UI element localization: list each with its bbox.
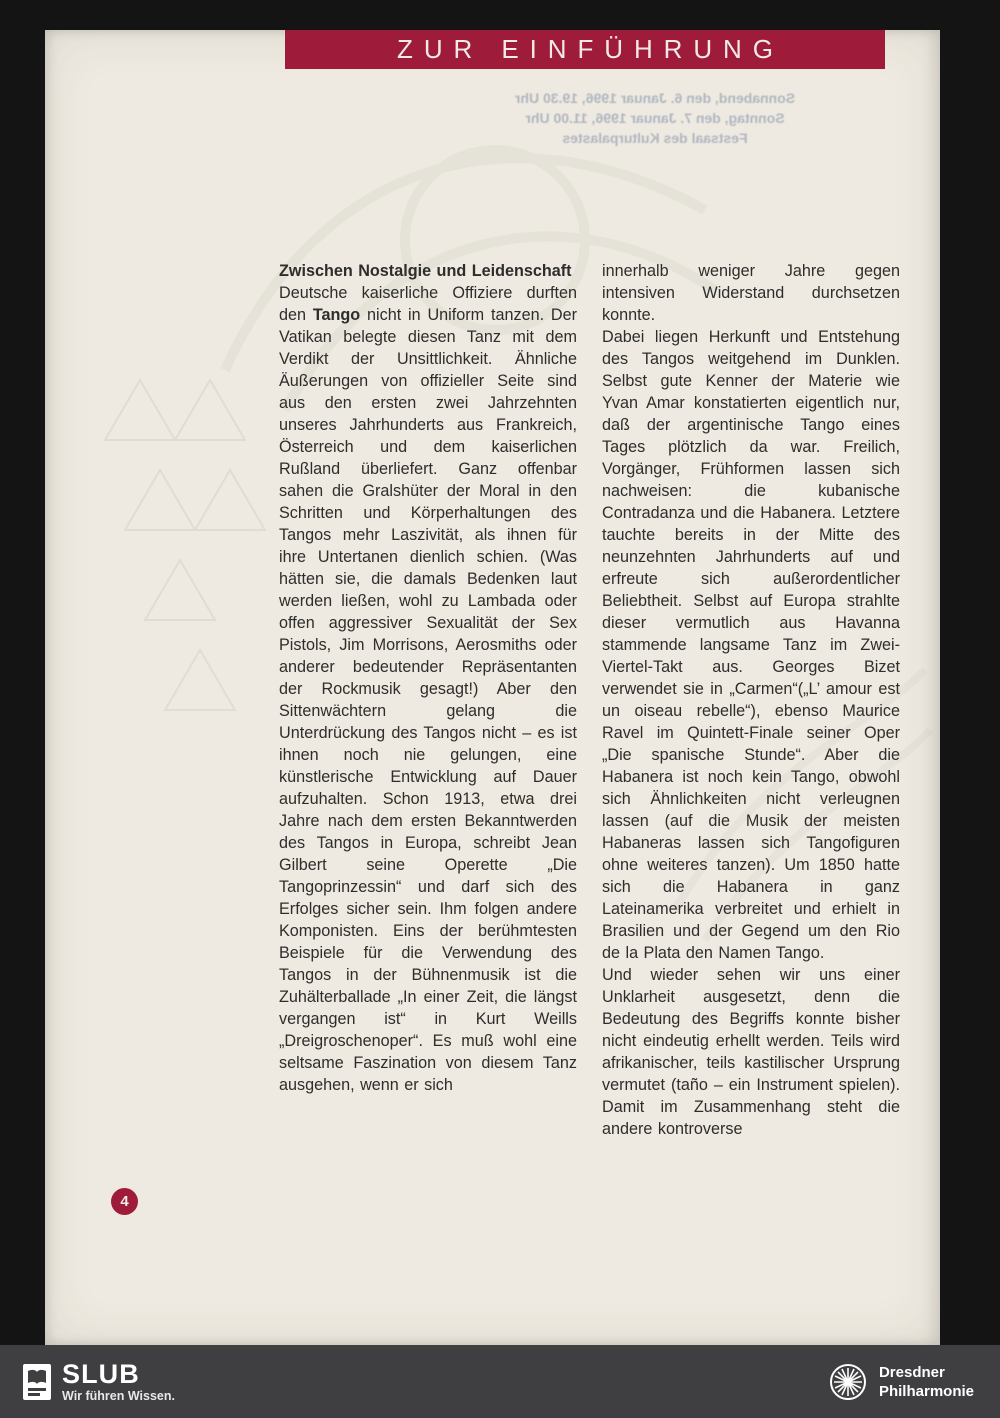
document-page [45,30,940,1345]
slub-wordmark: SLUB [62,1358,140,1389]
bleed-through-line: Sonnabend, den 6. Januar 1996, 19.30 Uhr [514,90,796,106]
publisher-name [879,1363,974,1401]
article-paragraph [279,282,577,1096]
triangle-watermark-ornament [65,360,305,780]
publisher-name-line2: Philharmonie [878,1382,974,1400]
bold-term-tango: Tango [312,306,361,324]
text-segment: nicht in Uniform tanzen. Der Vatikan belegte diesen Tanz mit dem Verdikt der Unsittlichkeit. Ähnliche Äußerungen von offizieller Seite sind aus den ersten zwei Jahrzehnten unseres Jahrhunderts aus Frankreich, Österreich und dem kaiserlichen Rußland überliefert. Ganz offenbar sahen die Gralshüter der Moral in den Schritten und Körperhaltungen des Tangos mehr Laszivität, als ihnen für ihre Untertanen dienlich schien. (Was hätten sie, die damals Bedenken laut werden ließen, wohl zu Lambada oder offen aggressiver Sexualität der Sex Pistols, Jim Morrisons, Aerosmiths oder anderer bedeutender Repräsentanten der Rockmusik gesagt!) Aber den Sittenwächtern gelang die Unterdrückung des Tangos nicht – es ist ihnen noch nie gelungen, eine künstlerische Entwicklung auf Dauer aufzuhalten. Schon 1913, etwa drei Jahre nach dem ersten Bekanntwerden des Tangos in Europa, schreibt Jean Gilbert seine Operette „Die Tangoprinzessin“ und darf sich des Erfolges sicher sein. Ihm folgen andere Komponisten. Eins der berühmtesten Beispiele für die Verwendung des Tangos in der Bühnenmusik ist die Zuhälterballade „In einer Zeit, die längst vergangen ist“ in Kurt Weills „Dreigroschenoper“. Es muß wohl eine seltsame Faszination von diesem Tanz ausgehen, wenn er sich [279,306,577,1094]
footer-bar [0,1345,1000,1418]
bleed-through-line: Festsaal des Kulturpalastes [562,130,748,146]
slub-text-block [62,1360,175,1404]
text-segment: Deutsche kaiserliche Offiziere durften den [279,284,577,324]
article-paragraph: Dabei liegen Herkunft und Entstehung des Tangos weitgehend im Dunklen. Selbst gute Kenner der Materie wie Yvan Amar konstatierten eigentlich nur, daß der argentinische Tango eines Tages plötzlich da war. Freilich, Vorgänger, Frühformen lassen sich nachweisen: die kubanische Contradanza und die Habanera. Letztere tauchte bereits in der Mitte des neunzehnten Jahrhunderts auf und erfreute sich außerordentlicher Beliebtheit. Selbst auf Europa strahlte dieser vermutlich aus Havanna stammende langsame Tanz im Zwei-Viertel-Takt aus. Georges Bizet verwendet sie in „Carmen“(„L’ amour est un oiseau rebelle“), ebenso Maurice Ravel im Quintett-Finale seiner Oper „Die spanische Stunde“. Aber die Habanera ist noch kein Tango, obwohl sich Ähnlichkeiten nicht verleugnen lassen (auf die Musik der meisten Habaneras lassen sich Tangofiguren ohne weiteres tanzen). Um 1850 hatte sich die Habanera in ganz Lateinamerika verbreitet und erhielt in Brasilien und der Gegend um den Rio de la Plata den Namen Tango. [602,328,900,962]
right-column [602,260,900,1140]
philharmonie-logo-icon [829,1363,867,1401]
left-column [279,260,577,1140]
header-banner [285,30,885,69]
slub-book-icon [22,1363,52,1401]
page-title: ZUR EINFÜHRUNG [397,34,784,64]
article-columns [279,260,901,1140]
page-number-badge [111,1188,138,1215]
bleed-through-text [435,88,875,148]
article-paragraph: Und wieder sehen wir uns einer Unklarheit ausgesetzt, denn die Bedeutung des Begriffs konnte bisher nicht eindeutig erhellt werden. Teils wird afrikanischer, teils kastilischer Ursprung vermutet (taño – ein Instrument spielen). Damit im Zusammenhang steht die andere kontroverse [602,966,900,1138]
bleed-through-line: Sonntag, den 7. Januar 1996, 11.00 Uhr [525,110,785,126]
publisher-logo-block[interactable] [829,1363,974,1401]
article-paragraph: innerhalb weniger Jahre gegen intensiven Widerstand durchsetzen konnte. [602,262,900,324]
page-number: 4 [120,1193,129,1210]
article-heading: Zwischen Nostalgie und Leidenschaft [279,262,572,280]
slub-tagline: Wir führen Wissen. [62,1388,175,1403]
slub-logo-block[interactable] [22,1360,175,1404]
publisher-name-line1: Dresdner [878,1363,945,1381]
